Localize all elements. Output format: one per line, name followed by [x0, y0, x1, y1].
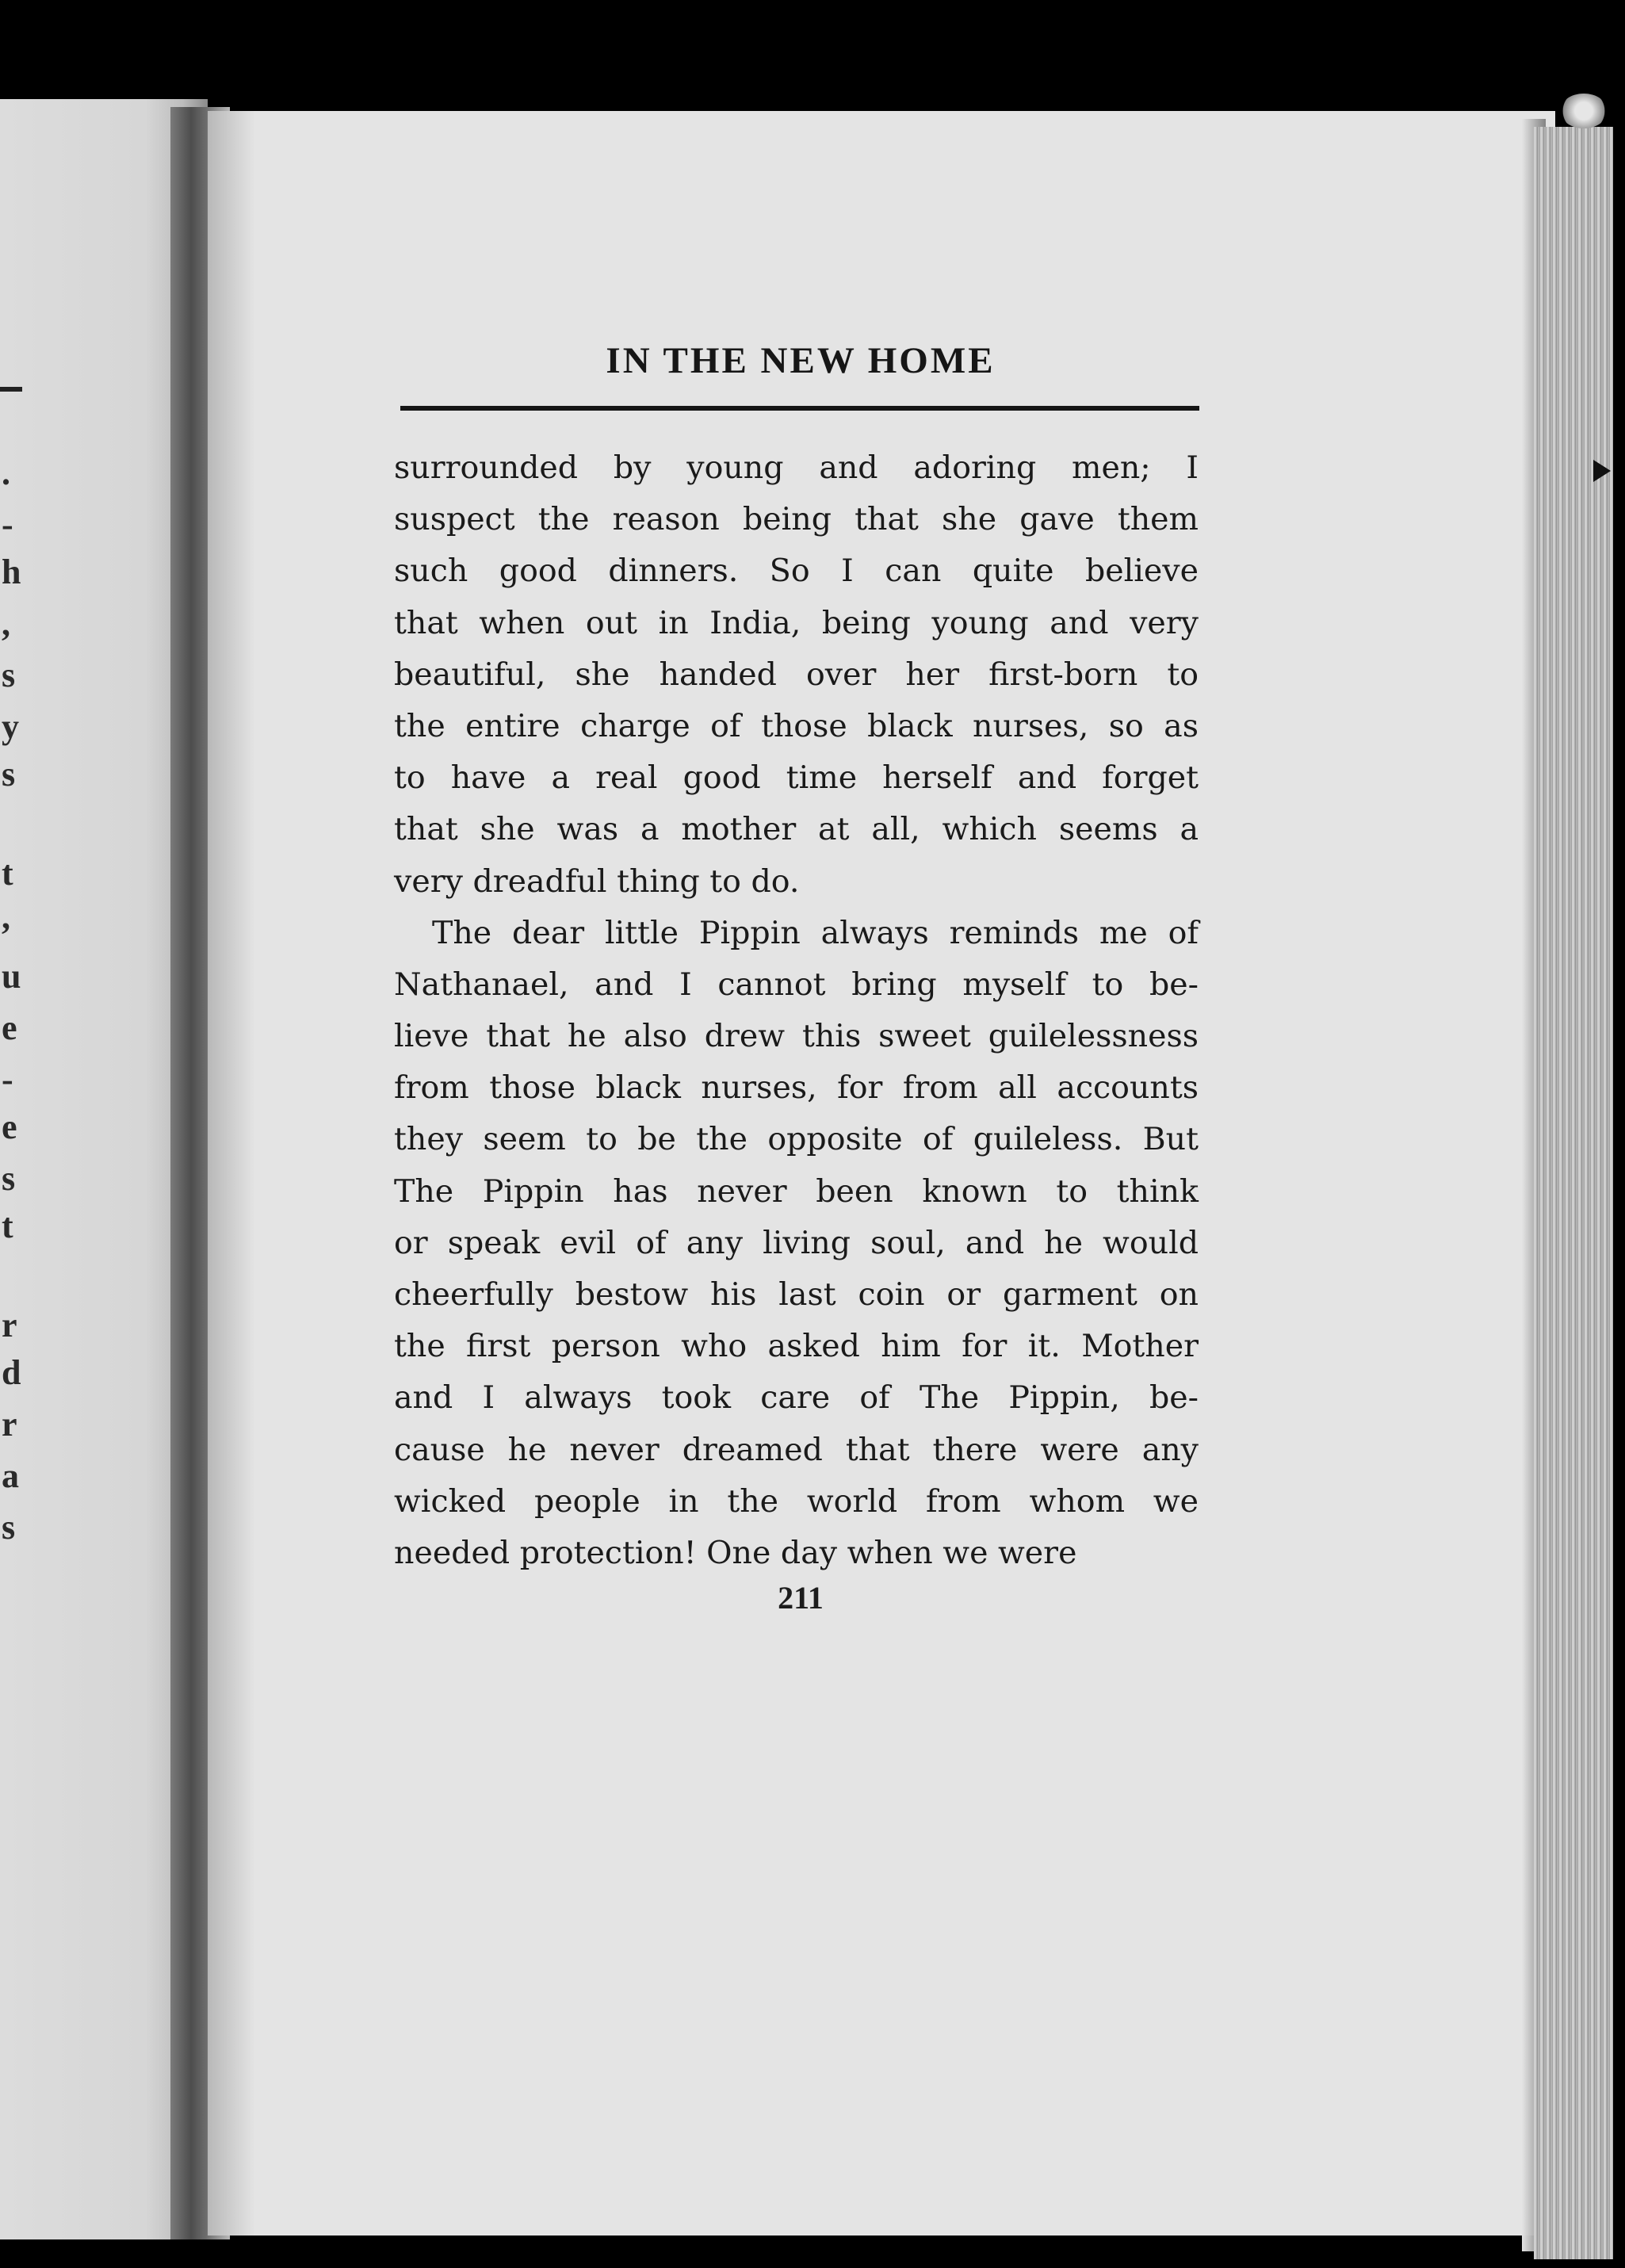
text-line: lieve that he also drew this sweet guilelessness — [394, 1018, 1199, 1055]
text-line: The Pippin has never been known to think — [394, 1172, 1199, 1210]
body-text — [394, 442, 1199, 1579]
text-line: The dear little Pippin always reminds me of — [432, 914, 1199, 951]
left-page-fragment: , — [2, 897, 10, 936]
left-page-fragment: a — [2, 1456, 19, 1495]
left-page-fragment: - — [2, 505, 13, 544]
text-line: Nathanael, and I cannot bring myself to be- — [394, 966, 1199, 1003]
left-page-fragment: y — [2, 707, 19, 746]
corner-tear-mark — [1560, 94, 1608, 128]
left-page-fragment: e — [2, 1008, 17, 1047]
text-line: the first person who asked him for it. Mother — [394, 1328, 1199, 1365]
left-page-fragment: r — [2, 1405, 17, 1444]
text-line: suspect the reason being that she gave them — [394, 501, 1199, 538]
left-page-fragment: t — [2, 1207, 13, 1245]
text-line: beautiful, she handed over her first-born to — [394, 656, 1199, 693]
text-line: cheerfully bestow his last coin or garment on — [394, 1276, 1199, 1313]
text-line: or speak evil of any living soul, and he would — [394, 1224, 1199, 1261]
text-line: that when out in India, being young and very — [394, 604, 1199, 641]
left-page-fragment: s — [2, 1159, 16, 1198]
left-page-fragment: s — [2, 755, 16, 794]
edge-tab-marker — [1593, 460, 1611, 482]
text-line: to have a real good time herself and forget — [394, 759, 1199, 797]
text-line: surrounded by young and adoring men; I — [394, 449, 1199, 486]
left-page-fragment: s — [2, 1508, 16, 1547]
page-gutter-shadow — [208, 111, 255, 2235]
text-line: and I always took care of The Pippin, be- — [394, 1379, 1199, 1417]
left-page-fragment: t — [2, 854, 13, 893]
left-page-fragment: u — [2, 957, 21, 996]
text-line: cause he never dreamed that there were any — [394, 1431, 1199, 1468]
running-head: IN THE NEW HOME — [606, 340, 996, 381]
page-fore-edge — [1534, 127, 1613, 2259]
left-page-header-rule — [0, 387, 22, 392]
text-line: they seem to be the opposite of guileless. But — [394, 1121, 1199, 1158]
text-line: such good dinners. So I can quite believe — [394, 553, 1199, 590]
text-line: very dreadful thing to do. — [394, 862, 800, 900]
left-page-fragment: - — [2, 1060, 13, 1099]
text-line: wicked people in the world from whom we — [394, 1482, 1199, 1520]
left-page-fragment: r — [2, 1306, 17, 1344]
page-number: 211 — [778, 1580, 824, 1616]
text-line: from those black nurses, for from all accounts — [394, 1069, 1199, 1107]
text-line: the entire charge of those black nurses, so as — [394, 707, 1199, 744]
text-line: that she was a mother at all, which seems a — [394, 811, 1199, 848]
left-page-fragment: . — [2, 453, 10, 492]
left-page-fragment: d — [2, 1353, 21, 1392]
left-page-fragment: s — [2, 656, 16, 694]
left-page-fragment: , — [2, 604, 10, 643]
left-page-fragment: e — [2, 1107, 17, 1146]
header-rule — [400, 406, 1199, 411]
left-page-fragment: h — [2, 553, 21, 591]
text-line: needed protection! One day when we were — [394, 1534, 1077, 1571]
